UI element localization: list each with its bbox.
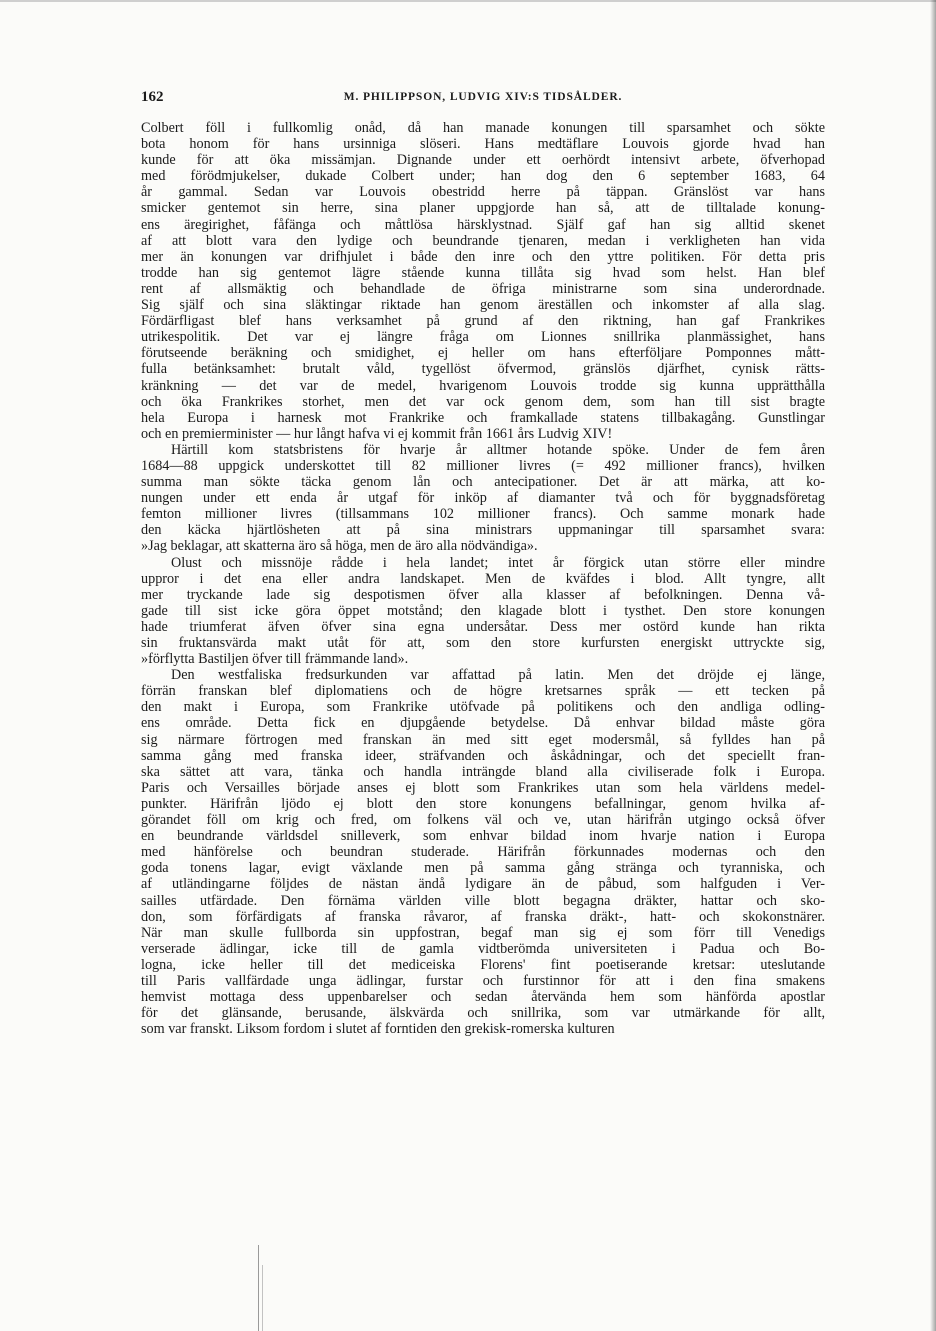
text-line: en beundrande världsdel snilleverk, som enhvar bildad inom hvarje nation i Europa xyxy=(141,828,825,845)
text-line: kunde för att öka missämjan. Dignande under ett oerhördt intensivt arbete, öfverhopad xyxy=(141,152,825,169)
scan-mark xyxy=(258,1245,259,1331)
text-line: förutseende beräkning och smidighet, ej heller om hans efterföljare Pomponnes mått- xyxy=(141,345,825,362)
text-line: rent af allsmäktig och behandlade de öfriga ministrarne som sina underordnade. xyxy=(141,280,825,297)
text-line: sin fruktansvärda makt utåt för att, som den store kurfursten energiskt uttryckte sig, xyxy=(141,635,825,651)
text-line: summa man sökte täcka genom lån och antecipationer. Det är att märka, att ko- xyxy=(141,474,825,491)
text-line: Paris och Versailles började anses ej blott som Frankrikes utan som hela världens medel- xyxy=(141,779,825,796)
page-number: 162 xyxy=(141,89,164,105)
text-line: Härtill kom statsbristens för hvarje år alltmer hotande spöke. Under de fem åren xyxy=(171,441,825,458)
text-line: uppror i det ena eller andra landskapet. Men de kväfdes i blod. Allt tyngre, allt xyxy=(141,570,825,587)
text-line: utrikespolitik. Det var ej längre fråga om Lionnes snillrika planmässighet, hans xyxy=(141,329,825,346)
text-line: och en premierminister — hur långt hafva vi ej kommit från 1661 års Ludvig XIV! xyxy=(141,425,613,442)
text-line: samma gång med franska ideer, sträfvanden och åskådningar, och det speciellt fran- xyxy=(141,747,825,764)
text-line: verserade ädlingar, icke till de gamla vidtberömda universiteten i Padua och Bo- xyxy=(141,940,825,957)
text-line: hade triumferat äfven öfver sina egna undersåtar. Dess mer ostörd kunde han rikta xyxy=(141,618,825,635)
text-line: af att blott vara den lydige och beundrande tjenaren, medan i verkligheten han vida xyxy=(141,232,825,249)
text-line: punkter. Härifrån ljödo ej blott den store konungens befallningar, genom hvilka af- xyxy=(141,795,825,812)
text-line: och öka Frankrikes storhet, men det var ock genom dem, som han till sist bragte xyxy=(141,393,825,410)
text-line: mer tryckande lade sig despotismen öfver alla klasser af befolkningen. Denna vå- xyxy=(141,586,825,603)
text-line: nungen under ett enda år utgaf för inköp af diamanter två och för byggnadsföretag xyxy=(141,490,825,507)
text-line: hemvist mottaga dess uppenbarelser och sedan återvända hem som hänförda apostlar xyxy=(141,989,825,1006)
text-line: med förödmjukelser, dukade Colbert under; han dog den 6 september 1683, 64 xyxy=(141,168,825,185)
text-line: Colbert föll i fullkomlig onåd, då han manade konungen till sparsamhet och sökte xyxy=(141,120,825,136)
text-line: »förflytta Bastiljen öfver till främmande land». xyxy=(141,651,409,668)
scan-edge-top xyxy=(0,0,936,2)
text-line: sig närmare förtrogen med franskan än med sitt eget modersmål, så fylldes han på xyxy=(141,731,825,748)
text-line: bota honom för hans ursinniga slöseri. Hans medtäflare Louvois gjorde hvad han xyxy=(141,136,825,153)
text-line: den käcka hjärtlösheten att på sina ministrars uppmaningar till sparsamhet svara: xyxy=(141,522,825,539)
text-line: Olust och missnöje rådde i hela landet; intet år förgick utan större eller mindre xyxy=(171,554,825,571)
text-line: smicker gentemot sin herre, sina planer uppgjorde han så, att de tilltalade konung- xyxy=(141,200,825,217)
text-line: för det glänsande, berusande, älskvärda och snillrika, som var utmärkande för allt, xyxy=(141,1005,825,1022)
text-line: ens område. Detta fick en djupgående betydelse. Då enhvar bildad måste göra xyxy=(141,715,825,732)
text-line: hela Europa i harnesk mot Frankrike och framkallade statens tillbakagång. Gunstlingar xyxy=(141,409,825,426)
text-line: goda tonens lagar, evigt växlande men på samma gång stränga och tyranniska, och xyxy=(141,860,825,877)
page-header xyxy=(141,89,825,109)
text-line: fulla betänksamhet: brutalt våld, tygellöst öfvermod, gränslös djärfhet, cynisk rätts- xyxy=(141,361,825,378)
text-line: trodde han sig gentemot lägre stående kunna tillåta sig hvad som helst. Han blef xyxy=(141,264,825,281)
text-line: don, som förfärdigats af franska råvaror, af franska dräkt-, hatt- och skokonstnärer. xyxy=(141,908,825,925)
scan-mark xyxy=(262,1265,263,1331)
text-line: Sig själf och sina släktingar riktade han genom äreställen och inkomster af alla slag. xyxy=(141,297,825,314)
text-line: förrän franskan blef diplomatiens och de högre kretsarnes språk — ett tecken på xyxy=(141,683,825,700)
text-line: af utländingarne följdes de nästan ändå lydigare än de påbud, som halfguden i Ver- xyxy=(141,876,825,893)
body-text xyxy=(141,120,825,1037)
text-line: till Paris vallfärdade unga ädlingar, furstar och furstinnor för att i den fina smakens xyxy=(141,972,825,989)
scan-edge-right xyxy=(930,0,936,1331)
text-line: femton millioner livres (tillsammans 102 millioner francs). Och samme monark hade xyxy=(141,506,825,523)
text-line: kränkning — det var de medel, hvarigenom Louvois trodde sig kunna upprätthålla xyxy=(141,377,825,394)
text-line: mer än konungen var drifhjulet i både den inre och den yttre politiken. För detta pris xyxy=(141,248,825,265)
text-line: sailles utfärdade. Den förnäma världen ville blott begagna dräkter, hattar och sko- xyxy=(141,892,825,909)
text-line: görandet föll om krig och fred, om folkens väl och ve, utan härifrån utgingo också öfver xyxy=(141,812,825,829)
text-line: Fördärfligast blef hans verksamhet på grund af den riktning, han gaf Frankrikes xyxy=(141,313,825,330)
text-line: med hänförelse och beundran studerade. Härifrån förkunnades modernas och den xyxy=(141,844,825,861)
text-line: 1684—88 uppgick underskottet till 82 millioner livres (= 492 millioner francs), hvilken xyxy=(141,457,825,474)
text-line: ska sättet att vara, tänka och handla inträngde bland alla civiliserade folk i Europa. xyxy=(141,763,825,780)
text-line: den makt i Europa, som Frankrike utöfvade på politikens och den andliga odling- xyxy=(141,699,825,716)
text-line: gade till sist icke göra öppet motstånd; den klagade blott i tysthet. Den store konungen xyxy=(141,602,825,619)
text-line: »Jag beklagar, att skatterna äro så höga, men de äro alla nödvändiga». xyxy=(141,538,538,555)
text-line: år gammal. Sedan var Louvois obestridd herre på täppan. Gränslöst var hans xyxy=(141,184,825,201)
text-line: logna, icke heller till det mediceiska Florens' fint poetiserande kretsar: uteslutande xyxy=(141,956,825,973)
running-title: M. PHILIPPSON, LUDVIG XIV:S TIDSÅLDER. xyxy=(343,91,623,103)
text-line: Den westfaliska fredsurkunden var affattad på latin. Men det dröjde ej länge, xyxy=(171,667,825,684)
text-line: ens äregirighet, fåfänga och måttlösa härsklystnad. Själf gaf han sig alltid skenet xyxy=(141,216,825,233)
text-line: som var franskt. Liksom fordom i slutet af forntiden den grekisk-romerska kulturen xyxy=(141,1021,615,1038)
text-line: När man skulle fullborda sin uppfostran, begaf man sig ej som förr till Venedigs xyxy=(141,924,825,941)
